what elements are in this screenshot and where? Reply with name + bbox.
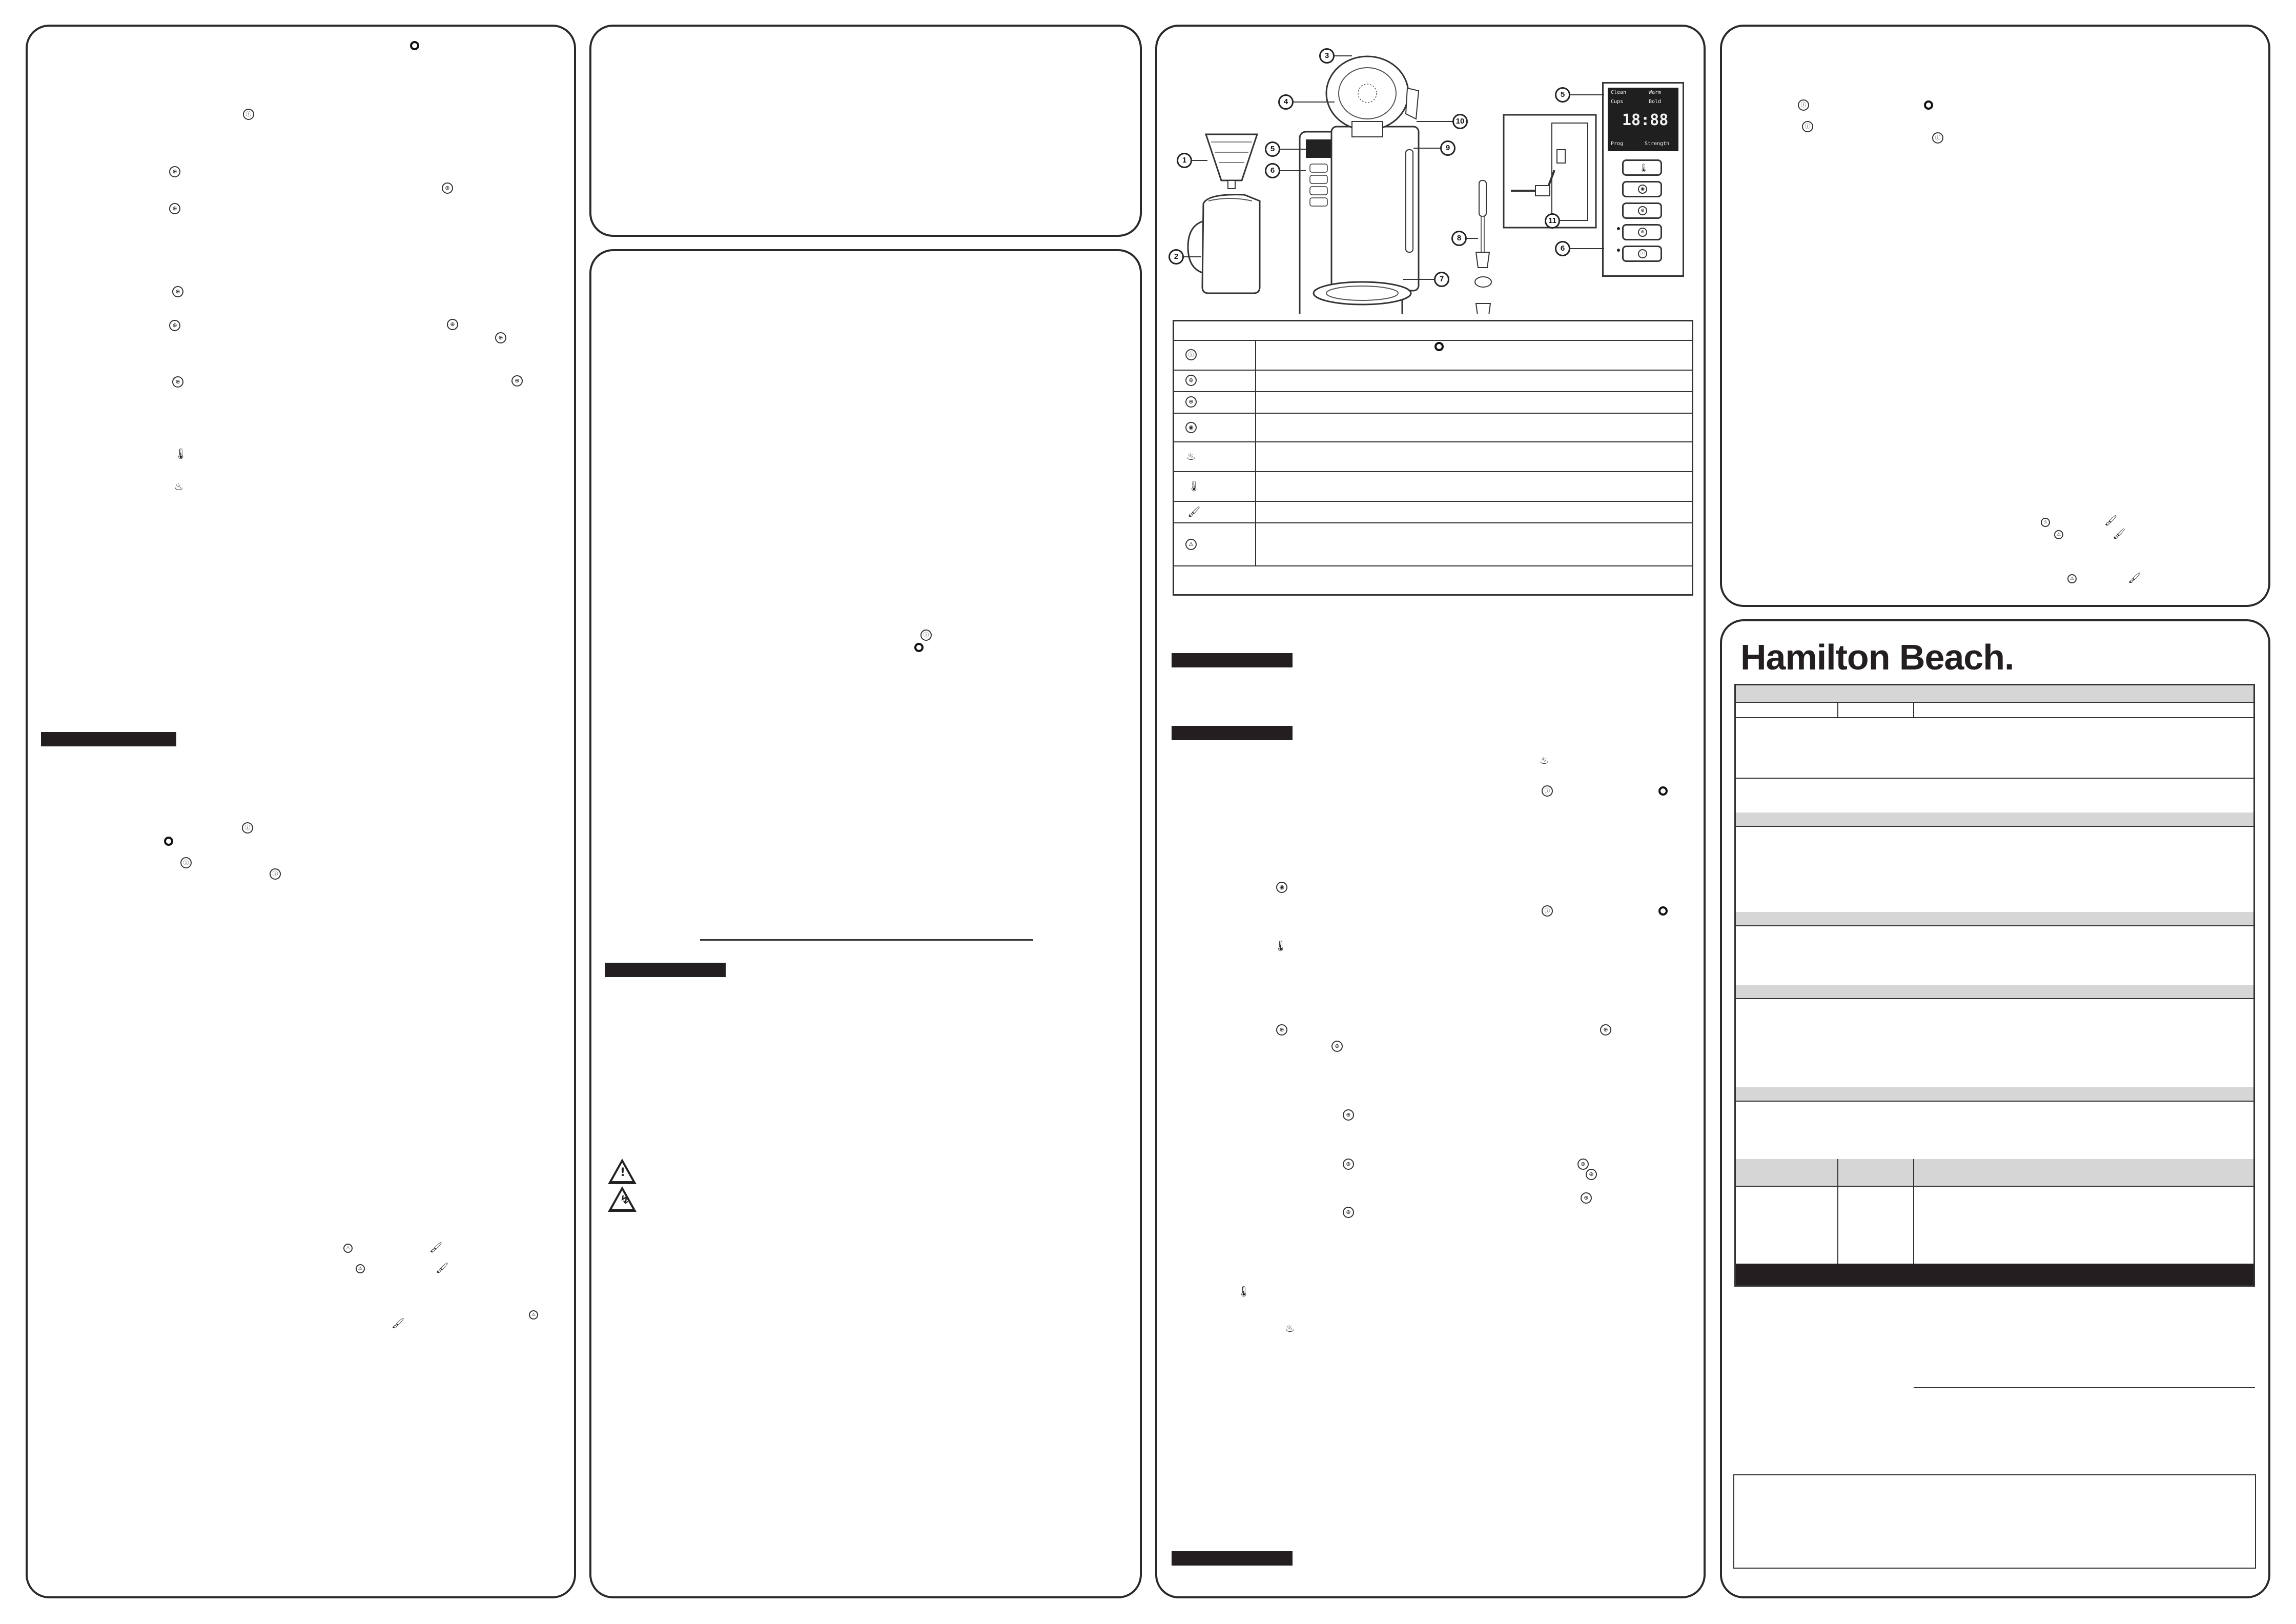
clock-button[interactable] (1622, 224, 1662, 240)
callout-4: 4 (1278, 94, 1294, 110)
power-icon: ⓘ (1802, 121, 1813, 132)
control-panel-detail (1602, 82, 1684, 277)
strength-icon: ◉ (1276, 882, 1287, 893)
legend-row (1174, 522, 1692, 523)
lcd-time: 18:88 (1622, 111, 1669, 129)
table-column (1913, 703, 1914, 717)
callout-leader (1184, 256, 1201, 257)
signature-line (1914, 1387, 2255, 1388)
table-column (1837, 703, 1838, 717)
electric-shock-warning-icon: ↯ (608, 1186, 637, 1212)
program-icon: ⊕ (1577, 1159, 1589, 1170)
callout-3: 3 (1319, 48, 1335, 64)
legend-row (1174, 340, 1692, 341)
indicator-dot (1617, 227, 1620, 230)
power-icon: ⓘ (1798, 99, 1809, 111)
table-header-band (1736, 685, 2253, 703)
legend-row (1174, 471, 1692, 472)
clean-icon: ⚠ (343, 1244, 353, 1253)
callout-5-detail: 5 (1555, 87, 1570, 103)
callout-6: 6 (1265, 163, 1280, 178)
power-icon: ⓘ (1932, 132, 1943, 144)
underline-rule (700, 939, 1033, 941)
table-column (1837, 1159, 1838, 1264)
power-indicator-ring (914, 643, 924, 652)
callout-10: 10 (1452, 114, 1468, 129)
lcd-label-strength: Strength (1645, 141, 1670, 147)
thermometer-icon: 🌡 (1638, 163, 1649, 173)
table-footer-band (1736, 1264, 2253, 1285)
clean-icon: ⚠ (356, 1264, 365, 1273)
program-icon: ⊕ (442, 182, 453, 194)
section-heading-bar (605, 963, 726, 977)
panel-6 (1720, 619, 2270, 1598)
callout-1: 1 (1177, 153, 1192, 168)
callout-5: 5 (1265, 141, 1280, 157)
clock-icon: ⊕ (447, 319, 458, 330)
program-icon: ⊕ (169, 203, 180, 214)
indicator-dot (1617, 249, 1620, 252)
program-icon: ⊕ (1343, 1159, 1354, 1170)
table-row (1736, 778, 2253, 779)
lcd-label-bold: Bold (1649, 99, 1662, 105)
clock-icon: ⊕ (1343, 1109, 1354, 1121)
warranty-table (1734, 684, 2255, 1287)
callout-leader (1570, 248, 1604, 249)
power-icon: ⓘ (242, 822, 253, 834)
lcd-label-prog: Prog (1611, 141, 1624, 147)
hold-warm-icon: ♨ (1186, 450, 1196, 462)
strength-button[interactable] (1622, 181, 1662, 197)
callout-9: 9 (1440, 140, 1455, 156)
clock-icon: ⊕ (1638, 228, 1647, 237)
section-heading-bar (1172, 653, 1293, 667)
table-section-band (1736, 1087, 2253, 1102)
lcd-label-cups: Cups (1611, 99, 1624, 105)
program-icon: ⊕ (169, 166, 180, 177)
program-icon: ⊕ (1185, 396, 1197, 408)
brush-icon: 🖌 (2104, 514, 2118, 526)
panel-5 (1720, 25, 2270, 607)
power-indicator-ring (1434, 342, 1444, 351)
callout-2: 2 (1168, 249, 1184, 265)
legend-row (1174, 413, 1692, 414)
callout-leader (1192, 160, 1207, 161)
clock-icon: ⊕ (172, 286, 183, 297)
legend-column-divider (1255, 340, 1256, 565)
thermometer-icon: 🌡 (1187, 480, 1201, 492)
power-indicator-ring (164, 837, 173, 846)
temperature-button[interactable] (1622, 159, 1662, 176)
program-icon: ⊕ (1343, 1207, 1354, 1218)
clock-icon: ⊕ (1185, 375, 1197, 386)
power-indicator-ring (410, 41, 419, 50)
power-indicator-ring (1658, 786, 1668, 796)
callout-leader (1467, 238, 1478, 239)
panel-4 (1155, 25, 1706, 1598)
power-icon: ⓘ (1542, 905, 1553, 917)
program-icon: ⊕ (1638, 206, 1647, 215)
legend-row (1174, 370, 1692, 371)
power-icon: ⓘ (243, 109, 254, 120)
table-row (1736, 717, 2253, 718)
brand-logo-text: Hamilton Beach (1740, 637, 2004, 677)
power-icon: ⓘ (270, 868, 281, 880)
brand-logo-mark: . (2004, 637, 2014, 677)
callout-leader (1280, 170, 1306, 171)
program-icon: ⊕ (1276, 1024, 1287, 1036)
hold-warm-icon: ♨ (1540, 754, 1549, 766)
callout-leader (1335, 55, 1352, 56)
power-icon: ⓘ (920, 630, 932, 641)
table-section-band (1736, 985, 2253, 999)
callout-leader (1294, 102, 1335, 103)
section-heading-bar (1172, 1551, 1293, 1566)
clock-icon: ⊕ (1586, 1169, 1597, 1180)
power-icon: ⓘ (1542, 785, 1553, 797)
legend-row (1174, 391, 1692, 392)
power-indicator-ring (1924, 100, 1933, 110)
brush-icon: 🖌 (429, 1241, 443, 1253)
icon-legend-table (1173, 320, 1693, 596)
table-section-band (1736, 1159, 2253, 1187)
program-icon: ⊕ (1600, 1024, 1611, 1036)
warning-triangle-icon: ! (608, 1159, 637, 1184)
panel-3 (589, 249, 1142, 1598)
callout-leader (1403, 279, 1434, 280)
callout-6-detail: 6 (1555, 241, 1570, 256)
notice-box (1733, 1474, 2256, 1569)
thermometer-icon: 🌡 (1237, 1285, 1250, 1297)
callout-8: 8 (1451, 231, 1467, 246)
clean-icon: ⚠ (1185, 539, 1197, 550)
thermometer-icon: 🌡 (1274, 940, 1287, 952)
clean-icon: ⚠ (2041, 518, 2050, 527)
clock-icon: ⊕ (1581, 1192, 1592, 1204)
clean-icon: ⚠ (2054, 530, 2063, 539)
brand-logo (1740, 637, 2014, 678)
section-heading-bar (41, 732, 176, 746)
thermometer-icon: 🌡 (174, 448, 188, 460)
callout-11: 11 (1545, 213, 1560, 229)
lcd-label-warm: Warm (1649, 90, 1662, 95)
callout-leader (1570, 94, 1604, 95)
program-icon: ⊕ (172, 376, 183, 388)
strength-icon: ◉ (1638, 185, 1647, 194)
table-section-band (1736, 813, 2253, 827)
program-button[interactable] (1622, 202, 1662, 219)
brush-icon: 🖌 (2113, 527, 2126, 540)
power-icon: ⓘ (1185, 349, 1197, 360)
brush-icon: 🖌 (1187, 505, 1201, 518)
legend-row (1174, 501, 1692, 502)
legend-row (1174, 565, 1692, 566)
program-icon: ⊕ (1331, 1041, 1343, 1052)
legend-row (1174, 441, 1692, 442)
clock-icon: ⊕ (495, 332, 506, 343)
table-column (1913, 1159, 1914, 1264)
clean-icon: ⚠ (529, 1310, 538, 1320)
callout-leader (1280, 149, 1306, 150)
hold-warm-icon: ♨ (174, 480, 183, 493)
panel-1 (26, 25, 576, 1598)
power-button[interactable] (1622, 246, 1662, 262)
power-icon: ⓘ (1638, 249, 1647, 258)
section-heading-bar (1172, 726, 1293, 740)
callout-leader (1413, 148, 1440, 149)
power-icon: ⓘ (180, 857, 192, 868)
hold-warm-icon: ♨ (1285, 1322, 1295, 1334)
callout-7: 7 (1434, 272, 1449, 287)
clean-icon: ⚠ (2067, 574, 2077, 583)
clock-icon: ⊕ (511, 375, 523, 387)
strength-icon: ◉ (1185, 422, 1197, 433)
lcd-display (1608, 88, 1678, 151)
brush-icon: 🖌 (392, 1317, 405, 1329)
callout-leader (1417, 121, 1452, 122)
lcd-label-clean: Clean (1611, 90, 1627, 95)
brush-icon: 🖌 (436, 1262, 449, 1274)
program-icon: ⊕ (169, 320, 180, 331)
panel-2-top (589, 25, 1142, 237)
power-indicator-ring (1658, 906, 1668, 916)
brush-icon: 🖌 (2128, 572, 2141, 584)
table-section-band (1736, 912, 2253, 926)
